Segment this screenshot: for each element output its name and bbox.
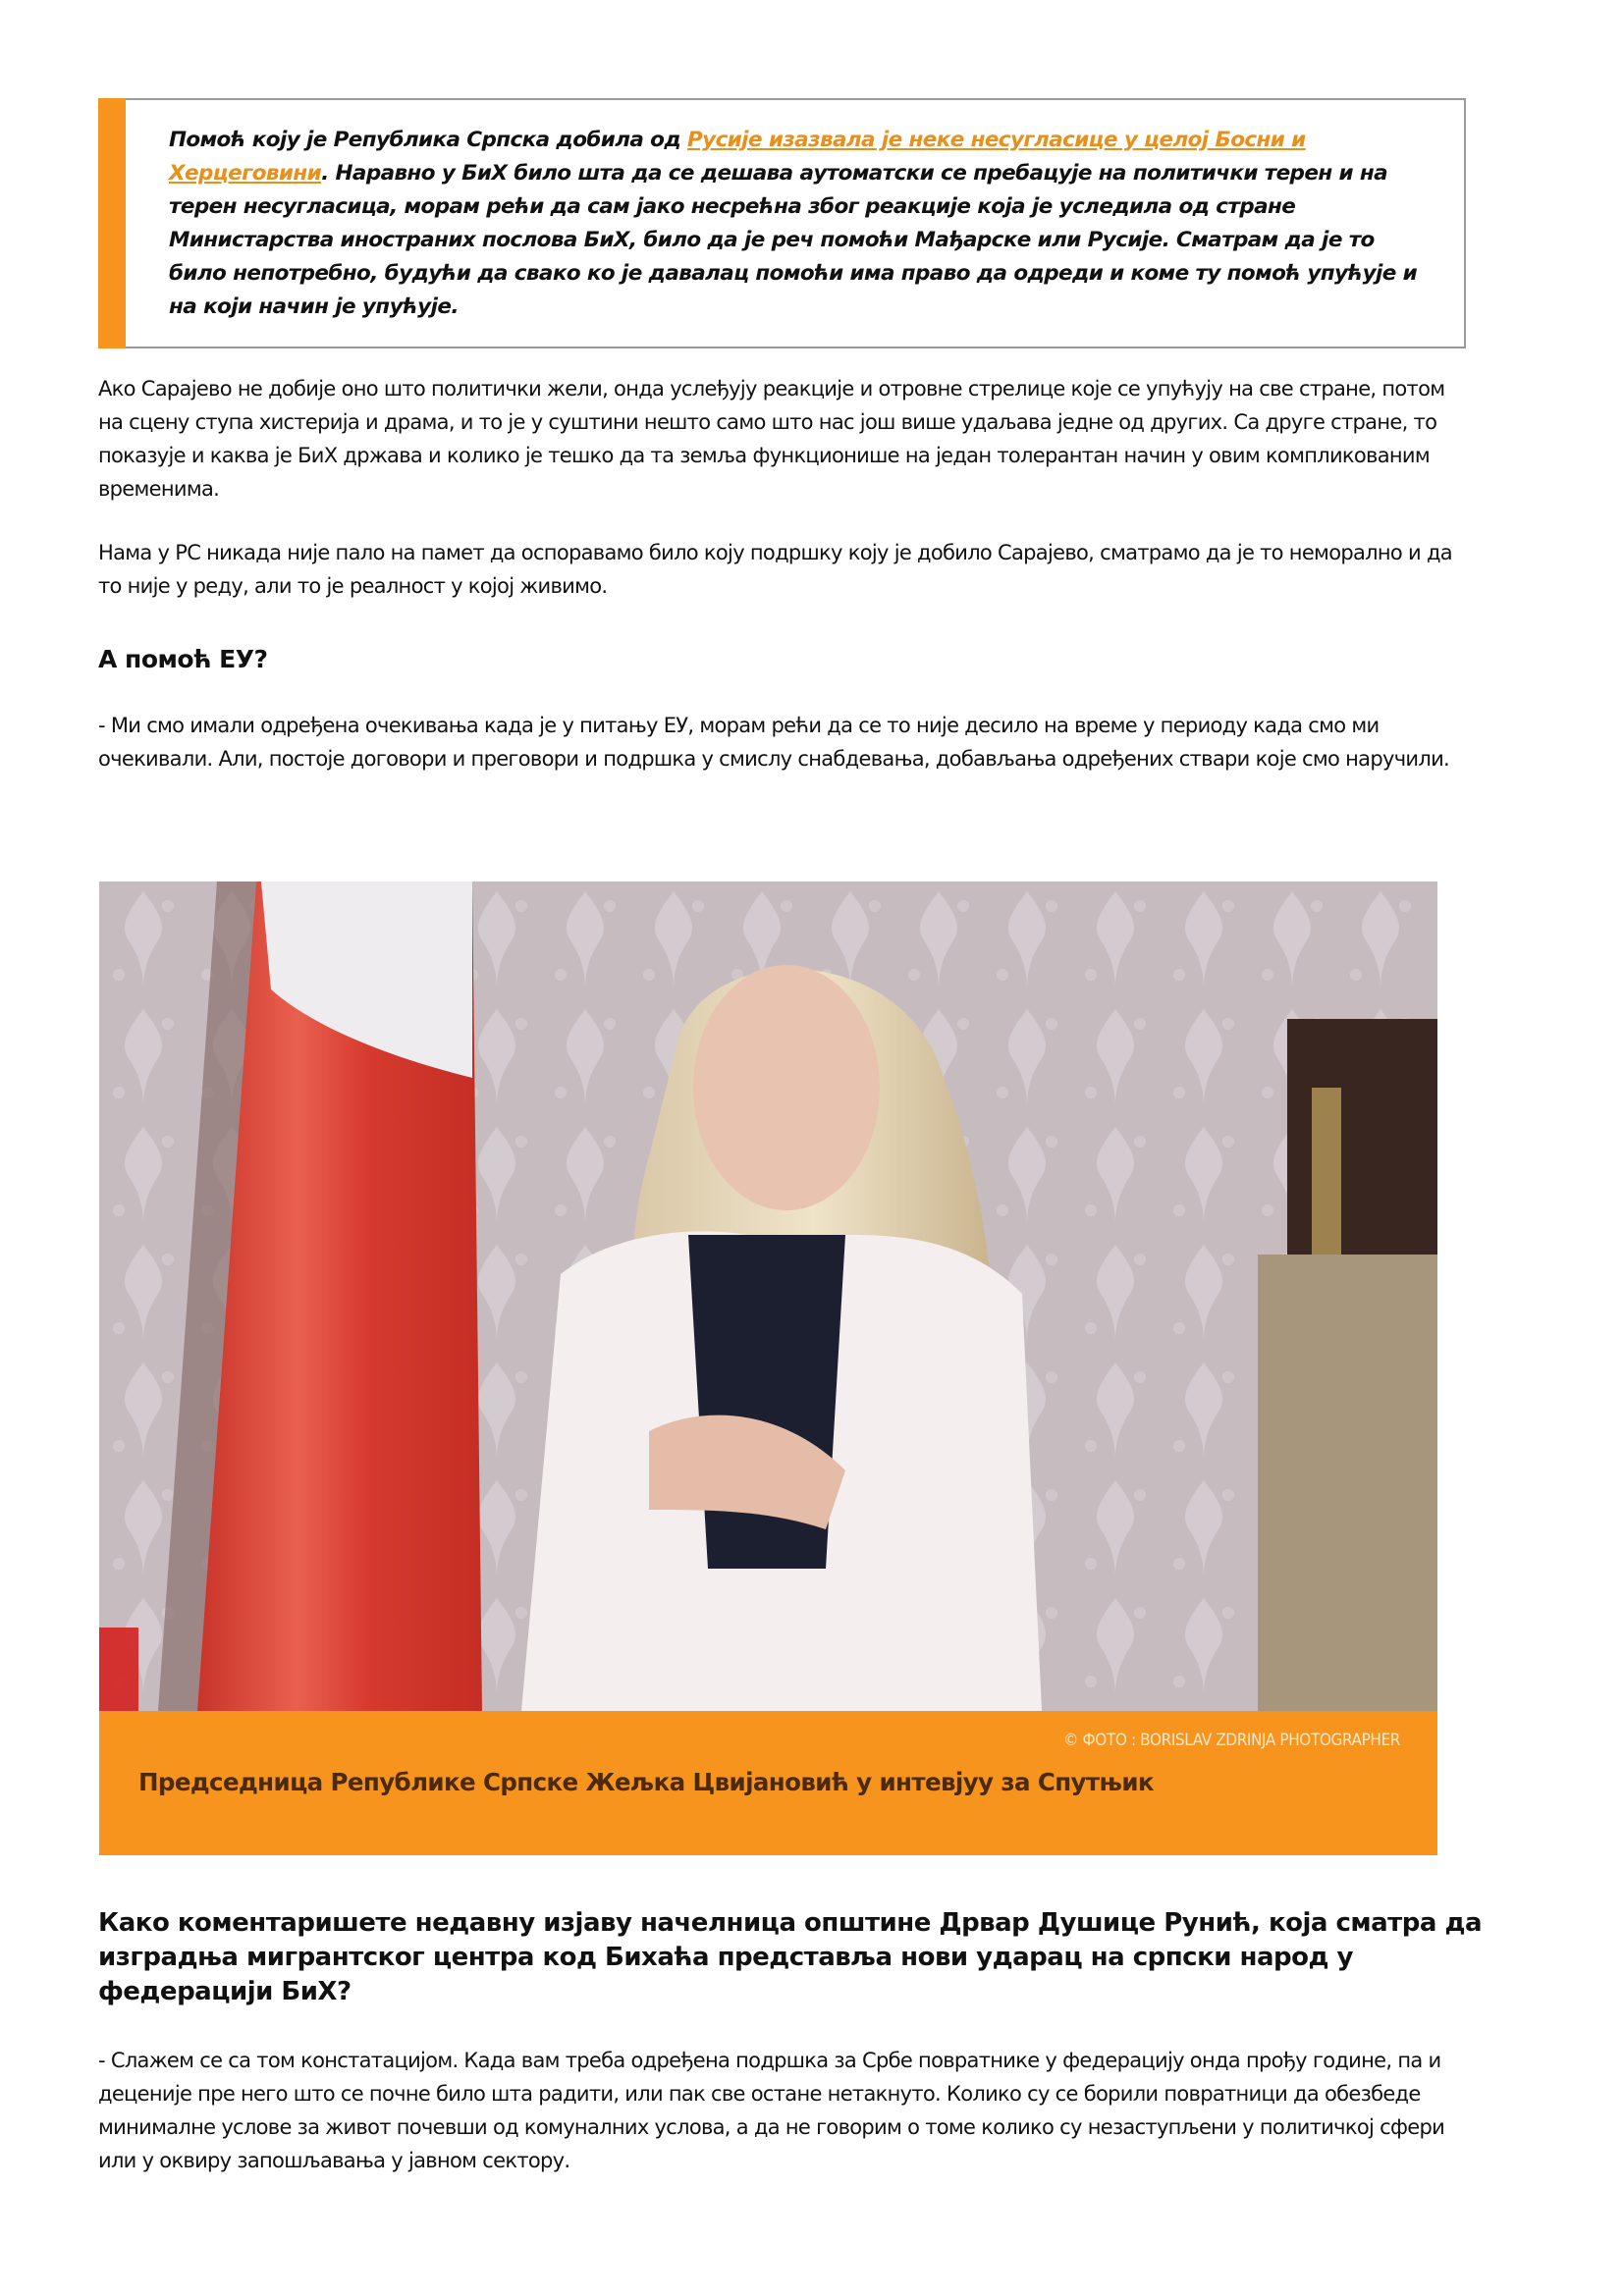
quote-text xyxy=(169,124,1435,324)
russia-aid-link[interactable]: Русије изазвала је неке несугласице у целој Босни и Херцеговини xyxy=(169,128,1306,186)
interview-photo xyxy=(99,881,1437,1711)
heading-drvar-question: Како коментаришете недавну изјаву начелница општине Дрвар Душице Рунић, која сматра да изградња мигрантског центра код Бихаћа представља нови ударац на српски народ у федерацији БиХ? xyxy=(98,1908,1482,2006)
photo-credit: © ФОТО : BORISLAV ZDRINJA PHOTOGRAPHER xyxy=(1063,1731,1400,1750)
quote-text-end: . Наравно у БиХ било шта да се дешава аутоматски се пребацује на политички терен и на терен несугласица, морам рећи да сам јако несрећна због реакције која је уследила од стране Министарства иностраних послова БиХ, било да је реч помоћи Мађарске или Русије. Сматрам да је то било непотребно, будући да свако ко је давалац помоћи има право да одреди и коме ту помоћ упућује и на који начин је упућује. xyxy=(169,161,1418,319)
quote-accent-bar xyxy=(98,98,126,348)
paragraph-rs: Нама у РС никада није пало на памет да оспоравамо било коју подршку коју је добило Сарајево, сматрамо да је то неморално и да то није у реду, али то је реалност у којој живимо. xyxy=(98,541,1452,598)
photo-caption-band xyxy=(99,1711,1437,1855)
quote-text-start: Помоћ коју је Република Српска добила од xyxy=(169,128,687,152)
answer-drvar: - Слажем се са том констатацијом. Када вам треба одређена подршка за Србе повратнике у федерацију онда прођу године, па и деценије пре него што се почне било шта радити, или пак све остане нетакнуто. Колико су се борили повратници да обезбеде минималне услове за живот почевши од комуналних услова, а да не говорим о томе колико су незаступљени у политичкој сфери или у оквиру запошљавања у јавном сектору. xyxy=(98,2049,1445,2172)
face xyxy=(693,965,880,1210)
photo-illustration xyxy=(99,881,1437,1711)
answer-eu-aid: - Ми смо имали одређена очекивања када је у питању ЕУ, морам рећи да се то није десило на време у периоду када смо ми очекивали. Али, постоје договори и преговори и подршка у смислу снабдевања, добављања одређених ствари које смо наручили. xyxy=(98,714,1450,771)
blockquote xyxy=(98,98,1466,348)
paragraph-sarajevo: Ако Сарајево не добије оно што политички жели, онда услеђују реакције и отровне стрелице које се упућују на све стране, потом на сцену ступа хистерија и драма, и то је у суштини нешто само што нас још више удаљава једне од других. Са друге стране, то показује и каква је БиХ држава и колико је тешко да та земља функционише на један толерантан начин у овим компликованим временима. xyxy=(98,377,1445,501)
armchair xyxy=(1258,1255,1437,1711)
heading-eu-aid: А помоћ ЕУ? xyxy=(98,645,268,673)
photo-caption: Председница Републике Српске Жељка Цвијановић у интевјуу за Спутњик xyxy=(138,1768,1154,1796)
